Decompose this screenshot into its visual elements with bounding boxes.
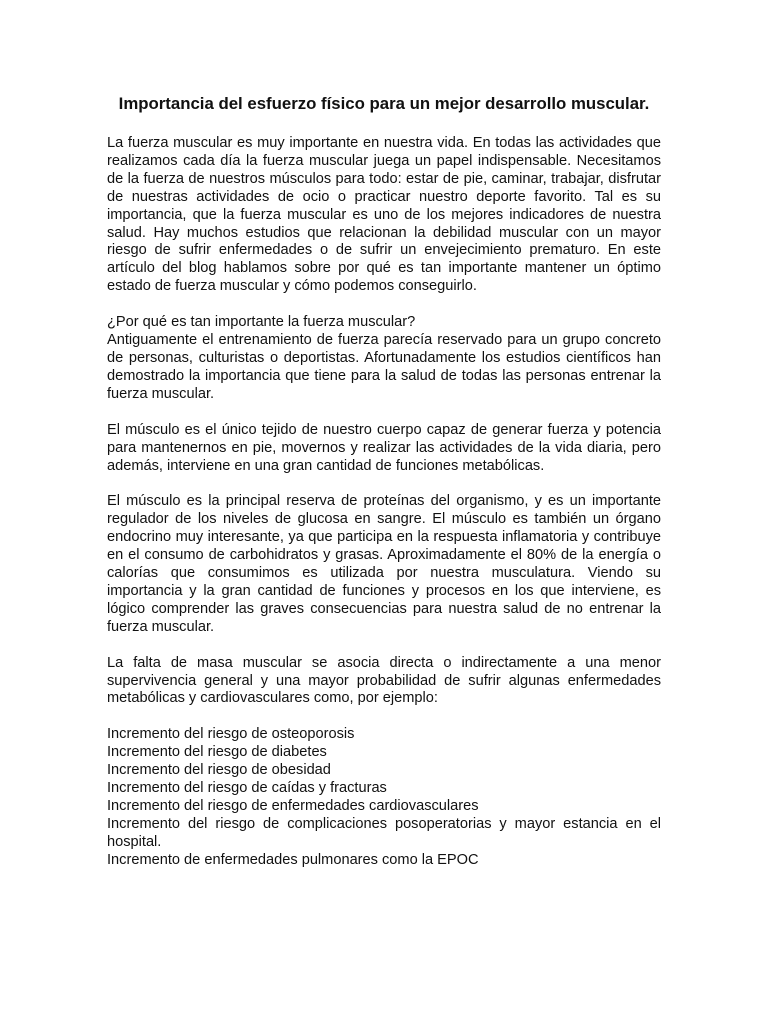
document-title: Importancia del esfuerzo físico para un mejor desarrollo muscular. xyxy=(118,94,650,113)
list-item: Incremento del riesgo de complicaciones posoperatorias y mayor estancia en el hospital. xyxy=(107,815,661,850)
list-item: Incremento del riesgo de diabetes xyxy=(107,744,327,761)
list-item: Incremento del riesgo de obesidad xyxy=(107,762,331,779)
list-item: Incremento del riesgo de caídas y fracturas xyxy=(107,780,387,797)
list-item: Incremento de enfermedades pulmonares como la EPOC xyxy=(107,851,479,868)
list-item: Incremento del riesgo de enfermedades cardiovasculares xyxy=(107,798,479,814)
intro-paragraph: La fuerza muscular es muy importante en nuestra vida. En todas las actividades que realizamos cada día la fuerza muscular juega un papel indispensable. Necesitamos de la fuerza de nuestros músculos para todo: estar de pie, caminar, trabajar, disfrutar de nuestras actividades de ocio o practicar nuestro deporte favorito. Tal es su importancia, que la fuerza muscular es uno de los mejores indicadores de nuestra salud. Hay muchos estudios que relacionan la debilidad muscular con un mayor riesgo de sufrir enfermedades o de sufrir un envejecimiento prematuro. En este artículo del blog hablamos sobre por qué es tan importante mantener un óptimo estado de fuerza muscular y cómo podemos conseguirlo. xyxy=(107,135,661,295)
document-body xyxy=(107,93,661,870)
list-item: Incremento del riesgo de osteoporosis xyxy=(107,726,355,743)
risk-list xyxy=(107,726,661,869)
section-answer-paragraph: Antiguamente el entrenamiento de fuerza parecía reservado para un grupo concreto de personas, culturistas o deportistas. Afortunadamente los estudios científicos han demostrado la importancia que tiene para la salud de todas las personas entrenar la fuerza muscular. xyxy=(107,332,661,402)
mass-loss-paragraph: La falta de masa muscular se asocia directa o indirectamente a una menor supervivencia general y una mayor probabilidad de sufrir algunas enfermedades metabólicas y cardiovasculares como, por ejemplo: xyxy=(107,654,661,707)
muscle-tissue-paragraph: El músculo es el único tejido de nuestro cuerpo capaz de generar fuerza y potencia para mantenernos en pie, movernos y realizar las actividades de la vida diaria, pero además, interviene en una gran cantidad de funciones metabólicas. xyxy=(107,421,661,474)
section-question: ¿Por qué es tan importante la fuerza muscular? xyxy=(107,314,416,331)
protein-reserve-paragraph: El músculo es la principal reserva de proteínas del organismo, y es un importante regulador de los niveles de glucosa en sangre. El músculo es también un órgano endocrino muy interesante, ya que participa en la respuesta inflamatoria y contribuye en el consumo de carbohidratos y grasas. Aproximadamente el 80% de la energía o calorías que consumimos es utilizada por nuestra musculatura. Viendo su importancia y la gran cantidad de funciones y procesos en los que interviene, es lógico comprender las graves consecuencias para nuestra salud de no entrenar la fuerza muscular. xyxy=(107,493,661,635)
